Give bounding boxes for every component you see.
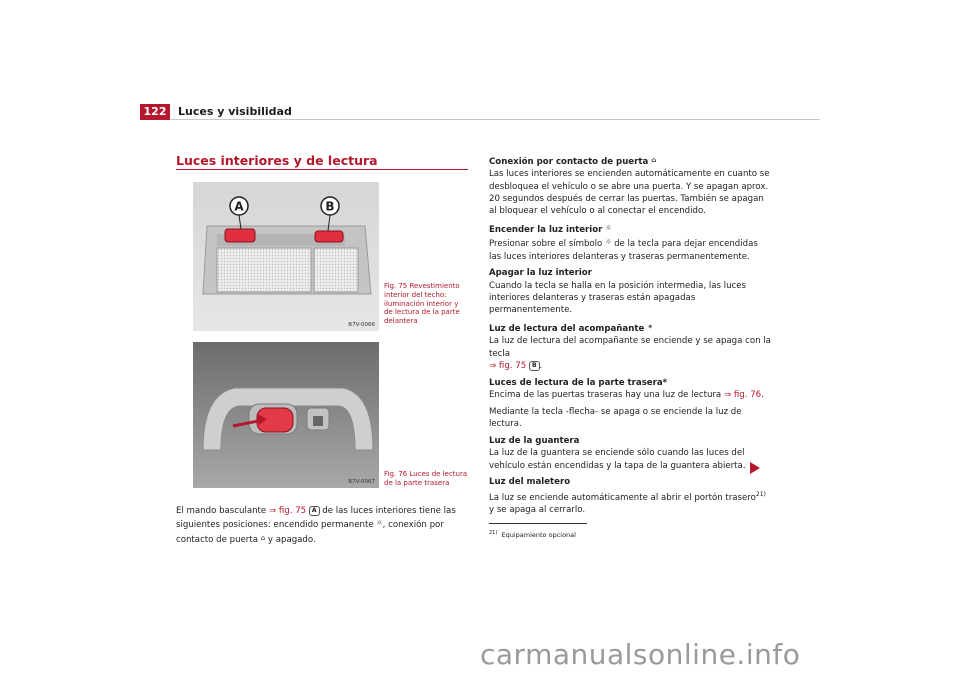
next-page-arrow[interactable] [750,462,760,474]
fig75-label-a: A [234,199,244,214]
text-run: y apagado. [265,534,316,545]
fig75-label-b: B [325,199,335,214]
right-column [489,154,772,521]
ceiling-light-illustration [193,182,379,331]
rear-lights-text [489,389,772,401]
figure-76-code: B7V-0067 [348,479,375,485]
text-run: La luz de lectura del acompañante se enciende y se apaga con la tecla [489,336,771,359]
text-run: El mando basculante [176,506,269,516]
light-off-text: Cuando la tecla se halla en la posición intermedia, las luces interiores delanteras y traseras están apagadas permanentemente. [489,280,747,316]
fig75-link[interactable]: ⇒ fig. 75 [489,360,527,371]
section-title: Luces interiores y de lectura [176,153,378,168]
footnote-number: 21) [489,530,498,536]
heading-text: Encender la luz interior [489,224,603,235]
footnote [489,530,576,539]
page-number: 122 [140,104,170,120]
light-on-heading [489,222,772,236]
text-run: , conexión por contacto de puerta [176,520,444,545]
text-run: y se apaga al cerrarlo. [489,504,586,515]
footnote-divider [489,523,587,524]
door-contact-heading [489,154,772,168]
passenger-light-text [489,335,772,372]
text-run: Encima de las puertas traseras hay una luz de lectura [489,390,724,401]
rear-lights-text-2: Mediante la tecla -flecha- se apaga o se enciende la luz de lectura. [489,406,742,430]
light-off-heading: Apagar la luz interior [489,268,592,279]
figure-75-caption: Fig. 75 Revestimiento interior del techo: iluminación interior y de lectura de la parte delantera [384,282,460,326]
door-contact-text: Las luces interiores se encienden automáticamente en cuanto se desbloquea el vehículo o se abre una puerta. Y se apagan aprox. 20 segundos después de cerrar las puertas. También se apagan al bloquear el vehículo o al conectar el encendido. [489,169,770,217]
text-run: La luz se enciende automáticamente al abrir el portón trasero [489,492,756,503]
rear-lights-heading: Luces de lectura de la parte trasera* [489,377,668,388]
figure-75-code: B7V-0066 [348,322,375,328]
text-run: . [761,390,764,401]
trunk-text [489,489,772,516]
interior-light-on-icon: ☼ [605,223,612,232]
switch-description [176,505,476,546]
badge-b: B [529,361,540,371]
header-divider [170,119,820,120]
footnote-ref: 21) [755,490,766,498]
rear-light-illustration [193,342,379,488]
text-run: de la tecla para dejar encendidas las luces interiores delanteras y traseras permanentemente. [489,239,758,262]
section-divider [176,169,468,170]
door-contact-icon: ⌂ [651,156,657,164]
light-on-text [489,236,772,263]
heading-text: Luz de lectura del acompañante [489,324,645,335]
interior-light-on-icon: ☼ [376,519,383,528]
passenger-light-heading [489,321,772,335]
trunk-heading: Luz del maletero [489,477,571,488]
watermark: carmanualsonline.info [480,638,801,671]
footnote-text: Equipamiento opcional [501,531,576,540]
door-contact-icon: ⌂ [260,533,266,542]
chapter-title: Luces y visibilidad [178,105,292,118]
figure-75-ceiling-lights [193,182,379,331]
figure-76-rear-reading-light [193,342,379,488]
glovebox-text: La luz de la guantera se enciende sólo cuando las luces del vehículo están encendidas y la tapa de la guantera abierta. [489,448,746,471]
heading-text: Conexión por contacto de puerta [489,157,649,167]
badge-a: A [309,506,320,516]
text-run: . [539,360,543,371]
text-run: de las luces interiores tiene las siguientes posiciones: encendido permanente [176,506,456,531]
fig76-link[interactable]: ⇒ fig. 76 [723,390,762,401]
reading-light-icon: ✶ [647,323,654,332]
text-run: Presionar sobre el símbolo [489,239,606,250]
interior-light-on-icon: ☼ [605,238,612,247]
figure-76-caption: Fig. 76 Luces de lectura de la parte trasera [384,470,468,487]
fig75-link[interactable]: ⇒ fig. 75 [268,506,307,516]
glovebox-heading: Luz de la guantera [489,435,580,446]
